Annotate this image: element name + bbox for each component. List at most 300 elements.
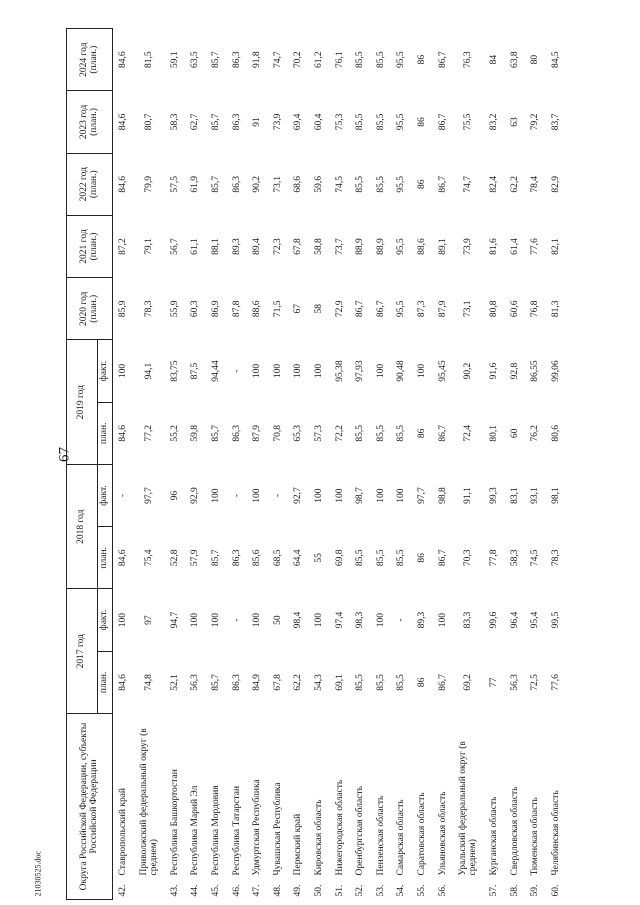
value-cell: 55,9 (169, 300, 180, 318)
value-cell: 84 (489, 54, 500, 65)
table-row (350, 29, 371, 900)
region-name: Самарская область (396, 799, 407, 876)
region-name: Республика Башкортостан (169, 769, 180, 876)
region-name: Саратовская область (417, 792, 428, 876)
value-cell: 88,9 (355, 238, 366, 255)
header-plan-2022: 2022 год (план.) (67, 153, 113, 215)
header-plan: план. (98, 402, 113, 464)
table-body (113, 29, 567, 900)
value-cell: 86,3 (231, 175, 242, 193)
header-plan: план. (98, 651, 113, 713)
value-cell: 86,7 (437, 425, 448, 442)
value-cell: 86,3 (231, 425, 242, 442)
value-cell: 76,3 (463, 51, 474, 68)
value-cell: 82,9 (550, 175, 561, 193)
value-cell: 97,93 (355, 360, 366, 382)
statistics-table (66, 28, 566, 900)
row-number: 60. (550, 884, 561, 897)
value-cell: 97,7 (144, 487, 155, 504)
value-cell: 61,1 (190, 238, 201, 255)
value-cell: 87,3 (417, 300, 428, 318)
value-cell: 85,5 (355, 51, 366, 68)
value-cell: 78,3 (550, 549, 561, 567)
value-cell: 52,1 (169, 674, 180, 691)
value-cell: 85,5 (396, 674, 407, 691)
value-cell: 74,8 (144, 674, 155, 691)
row-number: 44. (190, 884, 201, 897)
value-cell: 63 (509, 117, 520, 127)
value-cell: 67 (293, 304, 304, 314)
table-row (391, 29, 412, 900)
table-row (226, 29, 247, 900)
table-row (134, 29, 165, 900)
value-cell: 72,4 (463, 425, 474, 442)
value-cell: 86 (417, 54, 428, 65)
value-cell: 60,3 (190, 300, 201, 318)
value-cell: 84,6 (118, 51, 129, 68)
value-cell: 84,6 (118, 175, 129, 193)
table-row (329, 29, 350, 900)
value-cell: 86,3 (231, 549, 242, 567)
header-region: Округа Российской Федерации, субъекты Российской Федерации (67, 714, 113, 900)
value-cell: 100 (190, 612, 201, 628)
value-cell: 67,8 (293, 238, 304, 255)
value-cell: 94,7 (169, 611, 180, 629)
value-cell: 97,7 (417, 487, 428, 504)
value-cell: 84,9 (252, 674, 263, 691)
table-row (505, 29, 526, 900)
row-number: 54. (396, 884, 407, 897)
value-cell: 86 (417, 677, 428, 688)
value-cell: 61,2 (314, 51, 325, 68)
value-cell: 78,4 (530, 175, 541, 193)
value-cell: 58 (314, 304, 325, 314)
value-cell: 75,5 (463, 113, 474, 131)
value-cell: 85,7 (211, 674, 222, 691)
value-cell: 68,5 (272, 549, 283, 567)
value-cell: 80 (530, 54, 541, 65)
value-cell: 77,6 (530, 238, 541, 255)
value-cell: 62,2 (293, 674, 304, 691)
value-cell: 85,5 (396, 425, 407, 442)
table-row (113, 29, 134, 900)
value-cell: 73,9 (463, 238, 474, 255)
region-name: Уральский федеральный округ (в среднем) (457, 741, 479, 876)
value-cell: 54,3 (314, 674, 325, 691)
region-name: Приволжский федеральный округ (в среднем) (138, 728, 160, 876)
value-cell: 95,5 (396, 175, 407, 193)
value-cell: 73,1 (463, 300, 474, 318)
value-cell: 93,1 (530, 487, 541, 504)
value-cell: 92,7 (293, 487, 304, 504)
value-cell: 95,45 (437, 360, 448, 382)
row-number: 57. (489, 884, 500, 897)
value-cell: 98,3 (355, 611, 366, 629)
region-name: Республика Татарстан (231, 785, 242, 876)
value-cell: 89,3 (417, 611, 428, 629)
value-cell: 70,3 (463, 549, 474, 567)
value-cell: 91,6 (489, 362, 500, 380)
value-cell: 92,8 (509, 362, 520, 380)
value-cell: 60,4 (314, 113, 325, 131)
value-cell: 84,6 (118, 674, 129, 691)
value-cell: 73,9 (272, 113, 283, 131)
value-cell: 85,5 (355, 425, 366, 442)
value-cell: 94,44 (211, 360, 222, 382)
value-cell: 100 (118, 363, 129, 379)
value-cell: 86,3 (231, 51, 242, 68)
value-cell: 77,6 (550, 674, 561, 691)
value-cell: 52,8 (169, 549, 180, 567)
row-number: 42. (118, 884, 129, 897)
value-cell: 86 (417, 117, 428, 127)
value-cell: 98,1 (550, 487, 561, 504)
value-cell: 59,8 (190, 425, 201, 442)
value-cell: 99,3 (489, 487, 500, 504)
value-cell: - (231, 369, 242, 373)
value-cell: 85,6 (252, 549, 263, 567)
row-number: 51. (334, 884, 345, 897)
value-cell: 76,8 (530, 300, 541, 318)
value-cell: 80,6 (550, 425, 561, 442)
value-cell: 95,4 (530, 611, 541, 629)
region-name: Челябинская область (550, 790, 561, 876)
value-cell: 60,6 (509, 300, 520, 318)
header-fact: факт. (98, 340, 113, 402)
value-cell: 85,7 (211, 51, 222, 68)
value-cell: 80,8 (489, 300, 500, 318)
value-cell: 85,5 (375, 175, 386, 193)
value-cell: 58,3 (169, 113, 180, 131)
value-cell: 88,6 (417, 238, 428, 255)
row-number: 56. (437, 884, 448, 897)
table-row (206, 29, 227, 900)
value-cell: 86,7 (437, 549, 448, 567)
header-year-2017: 2017 год (67, 589, 98, 714)
value-cell: 90,48 (396, 360, 407, 382)
value-cell: 95,5 (396, 51, 407, 68)
value-cell: 84,5 (550, 51, 561, 68)
value-cell: 82,1 (550, 238, 561, 255)
value-cell: 81,6 (489, 238, 500, 255)
value-cell: 79,2 (530, 113, 541, 131)
value-cell: 85,7 (211, 549, 222, 567)
value-cell: 59,6 (314, 175, 325, 193)
header-plan-2021: 2021 год (план.) (67, 215, 113, 277)
value-cell: 72,2 (334, 425, 345, 442)
header-year-2018: 2018 год (67, 464, 98, 589)
table-row (165, 29, 186, 900)
value-cell: 100 (252, 363, 263, 379)
value-cell: 85,5 (355, 113, 366, 131)
value-cell: 99,6 (489, 611, 500, 629)
value-cell: 72,9 (334, 300, 345, 318)
table-row (525, 29, 546, 900)
value-cell: 83,75 (169, 360, 180, 382)
value-cell: 100 (293, 363, 304, 379)
value-cell: 95,5 (396, 300, 407, 318)
table-row (185, 29, 206, 900)
value-cell: 58,8 (314, 238, 325, 255)
value-cell: 74,7 (272, 51, 283, 68)
table-row (412, 29, 433, 900)
table-row (288, 29, 309, 900)
value-cell: 86 (417, 179, 428, 189)
value-cell: 50 (272, 615, 283, 625)
value-cell: 57,5 (169, 175, 180, 193)
row-number: 47. (252, 884, 263, 897)
value-cell: 80,7 (144, 113, 155, 131)
value-cell: 86,3 (231, 113, 242, 131)
header-plan-2020: 2020 год (план.) (67, 278, 113, 340)
value-cell: 100 (396, 488, 407, 503)
value-cell: 67,8 (272, 674, 283, 691)
region-name: Пензенская область (375, 795, 386, 876)
value-cell: - (231, 493, 242, 498)
value-cell: 76,2 (530, 425, 541, 442)
value-cell: 100 (314, 612, 325, 628)
value-cell: 90,2 (252, 175, 263, 193)
value-cell: 87,5 (190, 362, 201, 380)
row-number: 52. (355, 884, 366, 897)
value-cell: 99,06 (550, 360, 561, 382)
value-cell: 56,3 (509, 674, 520, 691)
row-number (453, 878, 484, 900)
value-cell: 87,9 (437, 300, 448, 318)
rotated-table-container (66, 28, 618, 900)
row-number: 49. (293, 884, 304, 897)
value-cell: 63,8 (509, 51, 520, 68)
row-number: 45. (211, 884, 222, 897)
value-cell: 77,8 (489, 549, 500, 567)
row-number (134, 878, 165, 900)
value-cell: 61,9 (190, 175, 201, 193)
value-cell: 97 (144, 615, 155, 625)
region-name: Кировская область (314, 799, 325, 876)
value-cell: 62,7 (190, 113, 201, 131)
row-number: 58. (509, 884, 520, 897)
value-cell: 73,1 (272, 175, 283, 193)
value-cell: 100 (252, 488, 263, 503)
value-cell: 69,1 (334, 674, 345, 691)
value-cell: 86,55 (530, 360, 541, 382)
value-cell: 69,8 (334, 549, 345, 567)
value-cell: 83,1 (509, 487, 520, 504)
header-plan-2023: 2023 год (план.) (67, 91, 113, 153)
value-cell: 85,5 (375, 425, 386, 442)
value-cell: 86,7 (437, 674, 448, 691)
value-cell: 83,3 (463, 611, 474, 629)
value-cell: 85,5 (375, 51, 386, 68)
table-row (453, 29, 484, 900)
value-cell: 85,5 (355, 549, 366, 567)
value-cell: 91 (252, 117, 263, 127)
value-cell: 71,5 (272, 300, 283, 318)
value-cell: 74,5 (334, 175, 345, 193)
value-cell: 87,2 (118, 238, 129, 255)
value-cell: 85,5 (375, 549, 386, 567)
value-cell: 86,7 (375, 300, 386, 318)
value-cell: 100 (211, 612, 222, 628)
value-cell: 86 (417, 428, 428, 439)
value-cell: 86,7 (437, 51, 448, 68)
region-name: Оренбургская область (355, 786, 366, 876)
value-cell: 100 (118, 612, 129, 628)
page-number: 67 (56, 447, 73, 462)
row-number: 55. (417, 884, 428, 897)
value-cell: 100 (314, 488, 325, 503)
value-cell: 68,6 (293, 175, 304, 193)
row-number: 48. (272, 884, 283, 897)
value-cell: 84,6 (118, 113, 129, 131)
value-cell: 86,9 (211, 300, 222, 318)
value-cell: 55 (314, 553, 325, 563)
table-row (546, 29, 567, 900)
value-cell: 85,9 (118, 300, 129, 318)
value-cell: 70,2 (293, 51, 304, 68)
value-cell: 77 (489, 677, 500, 688)
region-name: Ставропольский край (118, 787, 129, 876)
value-cell: 89,4 (252, 238, 263, 255)
value-cell: 86,7 (437, 113, 448, 131)
value-cell: 86,7 (355, 300, 366, 318)
value-cell: 82,4 (489, 175, 500, 193)
value-cell: - (272, 493, 283, 498)
row-number: 53. (375, 884, 386, 897)
value-cell: 98,4 (293, 611, 304, 629)
value-cell: 70,8 (272, 425, 283, 442)
row-number: 50. (314, 884, 325, 897)
value-cell: 69,2 (463, 674, 474, 691)
value-cell: 91,8 (252, 51, 263, 68)
value-cell: 81,5 (144, 51, 155, 68)
value-cell: 85,5 (375, 674, 386, 691)
value-cell: 100 (252, 612, 263, 628)
value-cell: 65,3 (293, 425, 304, 442)
value-cell: 80,1 (489, 425, 500, 442)
table-row (268, 29, 289, 900)
value-cell: 83,7 (550, 113, 561, 131)
value-cell: 95,5 (396, 113, 407, 131)
value-cell: 58,3 (509, 549, 520, 567)
value-cell: 86,3 (231, 674, 242, 691)
value-cell: 81,3 (550, 300, 561, 318)
value-cell: 86 (417, 553, 428, 563)
value-cell: 100 (375, 612, 386, 628)
value-cell: 56,3 (190, 674, 201, 691)
value-cell: 55,2 (169, 425, 180, 442)
value-cell: - (396, 618, 407, 622)
value-cell: 89,1 (437, 238, 448, 255)
value-cell: 92,9 (190, 487, 201, 504)
value-cell: 100 (375, 363, 386, 379)
region-name: Чувашская Республика (272, 782, 283, 876)
value-cell: 76,1 (334, 51, 345, 68)
value-cell: 100 (417, 363, 428, 379)
value-cell: - (231, 618, 242, 622)
value-cell: 98,8 (437, 487, 448, 504)
value-cell: 100 (437, 612, 448, 628)
value-cell: 57,9 (190, 549, 201, 567)
header-fact: факт. (98, 464, 113, 526)
value-cell: 59,1 (169, 51, 180, 68)
value-cell: 86,7 (437, 175, 448, 193)
value-cell: 74,5 (530, 549, 541, 567)
value-cell: 85,7 (211, 425, 222, 442)
value-cell: 88,1 (211, 238, 222, 255)
value-cell: 98,7 (355, 487, 366, 504)
region-name: Республика Марий Эл (190, 785, 201, 876)
value-cell: 85,7 (211, 175, 222, 193)
value-cell: 60 (509, 428, 520, 439)
header-fact: факт. (98, 589, 113, 651)
region-name: Свердловская область (509, 786, 520, 876)
value-cell: 96 (169, 490, 180, 501)
value-cell: 79,1 (144, 238, 155, 255)
value-cell: 90,2 (463, 362, 474, 380)
value-cell: 85,5 (375, 113, 386, 131)
header-year-2019: 2019 год (67, 340, 98, 465)
value-cell: 75,3 (334, 113, 345, 131)
value-cell: 84,6 (118, 549, 129, 567)
value-cell: 100 (314, 363, 325, 379)
value-cell: 84,6 (118, 425, 129, 442)
value-cell: 72,3 (272, 238, 283, 255)
value-cell: 64,4 (293, 549, 304, 567)
value-cell: 88,6 (252, 300, 263, 318)
value-cell: 63,5 (190, 51, 201, 68)
row-number: 43. (169, 884, 180, 897)
value-cell: 91,1 (463, 487, 474, 504)
value-cell: 85,5 (355, 175, 366, 193)
value-cell: 99,5 (550, 611, 561, 629)
value-cell: 87,9 (252, 425, 263, 442)
value-cell: 74,7 (463, 175, 474, 193)
table-row (309, 29, 330, 900)
value-cell: 85,5 (355, 674, 366, 691)
value-cell: 96,4 (509, 611, 520, 629)
value-cell: 97,4 (334, 611, 345, 629)
value-cell: 95,5 (396, 238, 407, 255)
footer-filename: 21030525.doc (33, 850, 43, 897)
value-cell: 77,2 (144, 425, 155, 442)
region-name: Удмуртская Республика (252, 779, 263, 876)
value-cell: 73,7 (334, 238, 345, 255)
region-name: Республика Мордовия (211, 785, 222, 876)
header-plan: план. (98, 527, 113, 589)
region-name: Тюменская область (530, 797, 541, 876)
value-cell: 79,9 (144, 175, 155, 193)
value-cell: 69,4 (293, 113, 304, 131)
table-row (371, 29, 392, 900)
table-row (484, 29, 505, 900)
table-row (247, 29, 268, 900)
value-cell: 85,7 (211, 113, 222, 131)
value-cell: 94,1 (144, 362, 155, 380)
value-cell: 85,5 (396, 549, 407, 567)
value-cell: 89,3 (231, 238, 242, 255)
value-cell: 78,3 (144, 300, 155, 318)
value-cell: - (118, 493, 129, 498)
value-cell: 100 (375, 488, 386, 503)
region-name: Пермский край (293, 813, 304, 876)
value-cell: 61,4 (509, 238, 520, 255)
value-cell: 95,38 (334, 360, 345, 382)
value-cell: 72,5 (530, 674, 541, 691)
region-name: Нижегородская область (334, 779, 345, 876)
value-cell: 100 (211, 488, 222, 503)
value-cell: 62,2 (509, 175, 520, 193)
